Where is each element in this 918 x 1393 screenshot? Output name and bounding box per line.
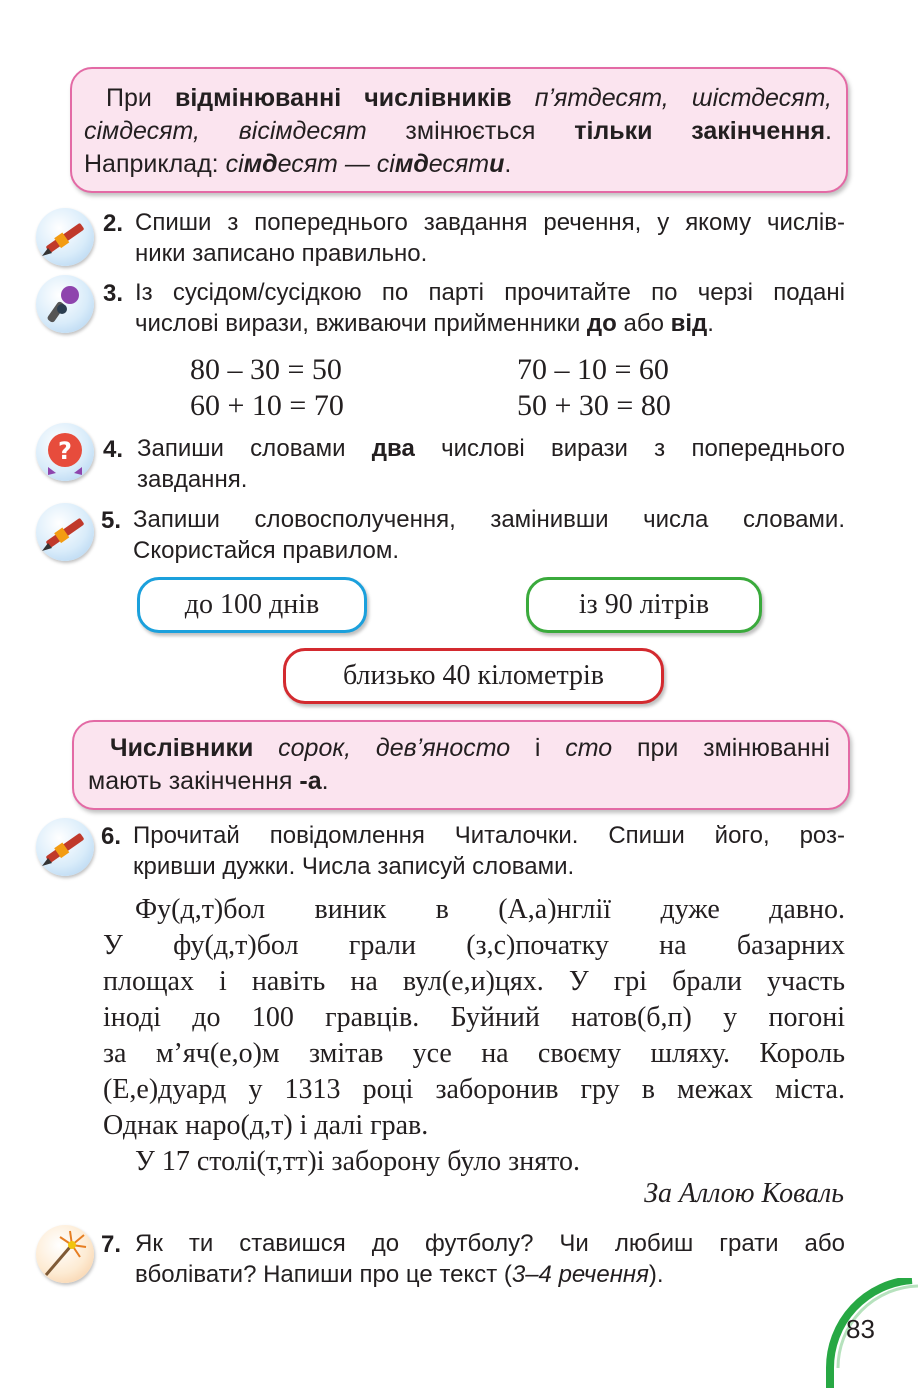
page-number: 83 xyxy=(846,1314,875,1344)
story-line: площах і навіть на вул(е,и)цях. У грі брали участь xyxy=(103,966,845,997)
phrase-pill: із 90 літрів xyxy=(526,577,762,633)
exercise-4-number: 4. xyxy=(103,436,124,463)
exercise-3-number: 3. xyxy=(103,280,124,307)
exercise-4-text: Запиши словами два числові вирази з попереднього завдання. xyxy=(137,435,845,493)
svg-text:?: ? xyxy=(58,437,72,465)
question-icon xyxy=(36,423,94,481)
story-line: У фу(д,т)бол грали (з,с)початку на базарних xyxy=(103,930,845,961)
exercise-6-text: Прочитай повідомлення Читалочки. Спиши його, роз- кривши дужки. Числа записуй словами. xyxy=(133,822,845,880)
expression: 80 – 30 = 50 xyxy=(190,353,342,386)
exercise-6-number: 6. xyxy=(101,823,122,850)
story-text xyxy=(103,892,845,1180)
exercise-3-text: Із сусідом/сусідкою по парті прочитайте по черзі подані числові вирази, вживаючи прийменники до або від. xyxy=(135,279,845,337)
story-line: У 17 столі(т,тт)і заборону було знято. xyxy=(135,1146,580,1177)
phrase-pill: близько 40 кілометрів xyxy=(283,648,664,704)
rule-text-endings: Числівники сорок, дев’яносто і сто при змінюванні мають закінчення -а. xyxy=(88,734,830,795)
sparkler-icon xyxy=(36,1225,94,1283)
exercise-5-number: 5. xyxy=(101,507,122,534)
story-line: іноді до 100 гравців. Буйний натов(б,п) у погоні xyxy=(103,1002,845,1033)
pencil-icon xyxy=(36,818,94,876)
exercise-7-number: 7. xyxy=(101,1231,122,1258)
pencil-icon xyxy=(36,503,94,561)
rule-text-numerals: При відмінюванні числівників п’ятдесят, шістдесят, сімдесят, вісімдесят змінюється тільки закінчення. Наприклад: сімдесят — сімдесяти. xyxy=(84,84,832,178)
story-line: (Е,е)дуард у 1313 році заборонив гру в межах міста. xyxy=(103,1074,845,1105)
story-line: Однак наро(д,т) і далі грав. xyxy=(103,1110,429,1141)
pencil-icon xyxy=(36,208,94,266)
expression: 70 – 10 = 60 xyxy=(517,353,669,386)
exercise-2-number: 2. xyxy=(103,210,124,237)
story-author: За Аллою Коваль xyxy=(644,1178,844,1209)
exercise-5-text: Запиши словосполучення, замінивши числа словами. Скористайся правилом. xyxy=(133,506,845,564)
story-line: за м’яч(е,о)м змітав усе на своєму шляху. Король xyxy=(103,1038,845,1069)
expression: 50 + 30 = 80 xyxy=(517,389,671,422)
exercise-7-text: Як ти ставишся до футболу? Чи любиш грати або вболівати? Напиши про це текст (3–4 речення). xyxy=(135,1230,845,1288)
exercise-2-text: Спиши з попереднього завдання речення, у якому числів- ники записано правильно. xyxy=(135,209,845,267)
phrase-pill: до 100 днів xyxy=(137,577,367,633)
story-line: Фу(д,т)бол виник в (А,а)нглії дуже давно. xyxy=(135,894,845,925)
microphone-icon xyxy=(36,275,94,333)
expression: 60 + 10 = 70 xyxy=(190,389,344,422)
